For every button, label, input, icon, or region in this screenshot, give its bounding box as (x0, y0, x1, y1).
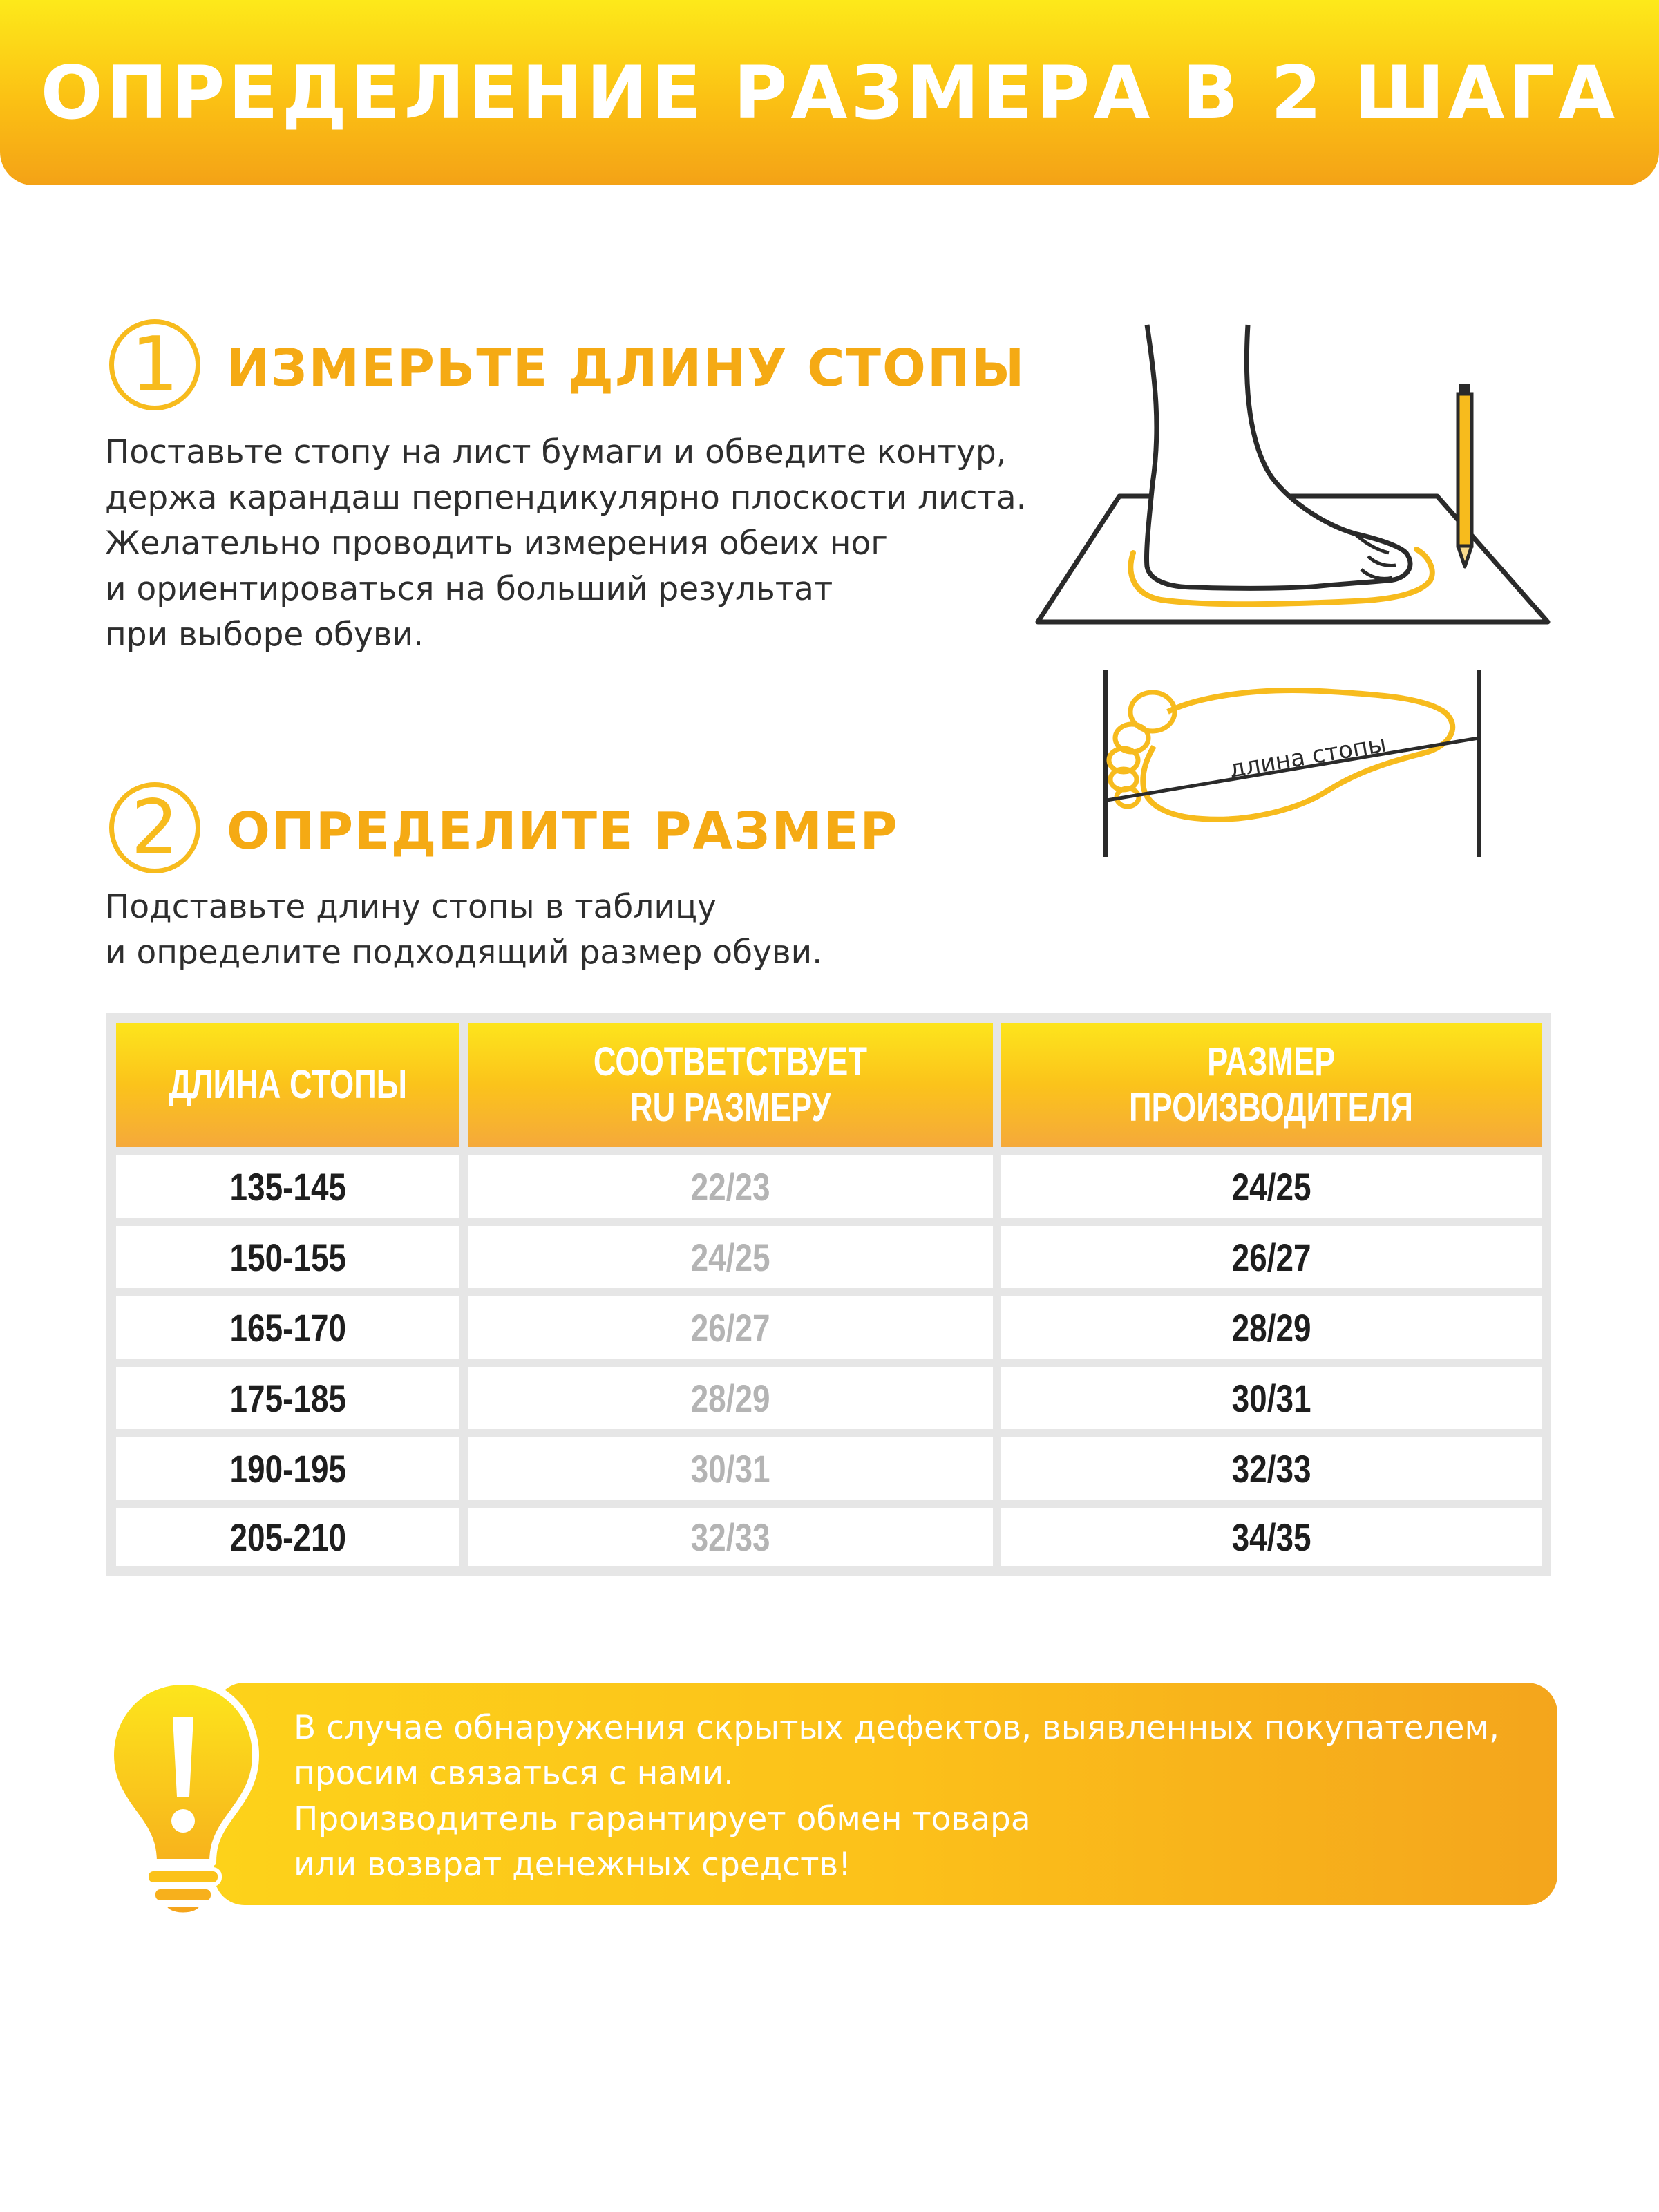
foot-icon (1146, 325, 1410, 588)
table-cell-manufacturer-size (1001, 1226, 1542, 1288)
table-cell-ru-size (468, 1367, 993, 1429)
cell-text: 30/31 (1231, 1376, 1311, 1420)
table-cell-foot-length (116, 1508, 459, 1566)
table-cell-foot-length (116, 1367, 459, 1429)
table-cell-foot-length (116, 1155, 459, 1218)
step-1-line: и ориентироваться на больший результат (105, 570, 833, 608)
foot-tracing-illustration (1030, 318, 1568, 636)
cell-text: 26/27 (690, 1305, 770, 1350)
table-header-manufacturer-size (1001, 1023, 1542, 1147)
cell-text: 150-155 (229, 1235, 346, 1279)
step-1-line: Поставьте стопу на лист бумаги и обведите контур, (105, 433, 1007, 471)
notice-line: В случае обнаружения скрытых дефектов, выявленных покупателем, (294, 1709, 1499, 1747)
cell-text: 30/31 (690, 1446, 770, 1491)
cell-text: 165-170 (229, 1305, 346, 1350)
table-cell-manufacturer-size (1001, 1508, 1542, 1566)
step-1-line: Желательно проводить измерения обеих ног (105, 524, 888, 563)
header-text: ДЛИНА СТОПЫ (169, 1062, 407, 1107)
step-1-line: при выборе обуви. (105, 616, 424, 654)
pencil-icon (1458, 384, 1472, 567)
step-1-description (105, 430, 1027, 658)
table-cell-foot-length (116, 1296, 459, 1359)
foot-length-illustration (1092, 663, 1492, 864)
warranty-notice-text (294, 1705, 1499, 1888)
step-2-number: 2 (109, 782, 200, 873)
cell-text: 32/33 (690, 1515, 770, 1559)
cell-text: 190-195 (229, 1446, 346, 1491)
notice-line: или возврат денежных средств! (294, 1846, 852, 1884)
size-table (106, 1013, 1551, 1576)
step-1-title: ИЗМЕРЬТЕ ДЛИНУ СТОПЫ (227, 339, 1026, 398)
table-header-foot-length (116, 1023, 459, 1147)
cell-text: 26/27 (1231, 1235, 1311, 1279)
cell-text: 24/25 (1231, 1164, 1311, 1209)
cell-text: 28/29 (690, 1376, 770, 1420)
table-cell-ru-size (468, 1508, 993, 1566)
step-2-title: ОПРЕДЕЛИТЕ РАЗМЕР (227, 802, 899, 861)
notice-line: просим связаться с нами. (294, 1755, 734, 1793)
table-cell-manufacturer-size (1001, 1155, 1542, 1218)
step-2-description (105, 885, 822, 976)
table-header-ru-size (468, 1023, 993, 1147)
header-text: РАЗМЕР (1207, 1039, 1336, 1084)
cell-text: 22/23 (690, 1164, 770, 1209)
cell-text: 175-185 (229, 1376, 346, 1420)
cell-text: 34/35 (1231, 1515, 1311, 1559)
cell-text: 24/25 (690, 1235, 770, 1279)
table-cell-foot-length (116, 1437, 459, 1500)
table-cell-manufacturer-size (1001, 1437, 1542, 1500)
table-cell-ru-size (468, 1437, 993, 1500)
step-1-line: держа карандаш перпендикулярно плоскости листа. (105, 479, 1027, 517)
header-text: СООТВЕТСТВУЕТ (593, 1039, 868, 1084)
notice-line: Производитель гарантирует обмен товара (294, 1800, 1031, 1838)
cell-text: 28/29 (1231, 1305, 1311, 1350)
table-cell-ru-size (468, 1155, 993, 1218)
cell-text: 205-210 (229, 1515, 346, 1559)
header-text: ПРОИЗВОДИТЕЛЯ (1129, 1085, 1414, 1130)
cell-text: 32/33 (1231, 1446, 1311, 1491)
table-cell-foot-length (116, 1226, 459, 1288)
table-cell-manufacturer-size (1001, 1296, 1542, 1359)
page-title: ОПРЕДЕЛЕНИЕ РАЗМЕРА В 2 ШАГА (40, 50, 1619, 135)
header-text: RU РАЗМЕРУ (629, 1085, 831, 1130)
step-2-line: и определите подходящий размер обуви. (105, 934, 823, 972)
lightbulb-warning-icon (104, 1676, 263, 1925)
foot-length-label: длина стопы (1227, 730, 1389, 784)
table-cell-ru-size (468, 1226, 993, 1288)
table-cell-ru-size (468, 1296, 993, 1359)
cell-text: 135-145 (229, 1164, 346, 1209)
step-2-line: Подставьте длину стопы в таблицу (105, 888, 717, 926)
step-1-number: 1 (109, 319, 200, 410)
table-cell-manufacturer-size (1001, 1367, 1542, 1429)
